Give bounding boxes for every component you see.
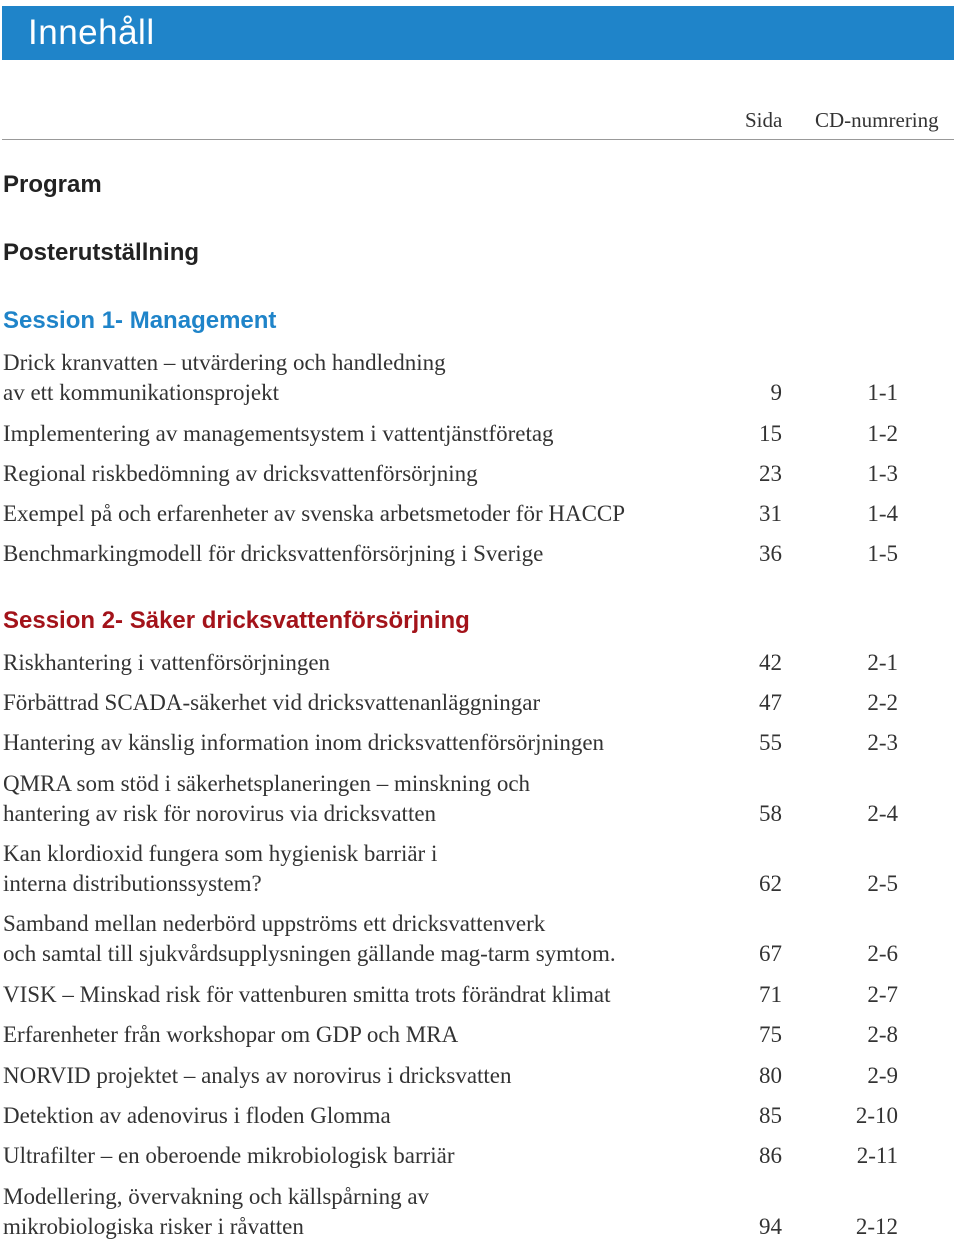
entry-page: 71 (759, 982, 782, 1007)
entry-cd: 2-4 (867, 801, 898, 826)
entry-cd: 2-9 (867, 1063, 898, 1088)
section-poster[interactable]: Posterutställning (3, 239, 200, 266)
column-header-cd: CD-numrering (815, 108, 939, 132)
entry-page: 75 (759, 1022, 782, 1047)
entry-cd: 2-2 (867, 690, 898, 715)
entry-page: 86 (759, 1143, 782, 1168)
entry-cd: 2-3 (867, 730, 898, 755)
entry-cd: 1-2 (867, 421, 898, 446)
entry-page: 23 (759, 461, 782, 486)
entry-page: 36 (759, 541, 782, 566)
entry-page: 42 (759, 650, 782, 675)
section-session-2[interactable]: Session 2- Säker dricksvattenförsörjning (3, 607, 470, 634)
header-divider (2, 139, 954, 140)
column-header-page: Sida (745, 108, 783, 132)
entry-cd: 2-11 (856, 1143, 898, 1168)
entry-cd: 2-1 (867, 650, 898, 675)
entry-cd: 2-5 (867, 871, 898, 896)
entry-cd: 2-10 (855, 1103, 898, 1128)
entry-page: 55 (759, 730, 782, 755)
entry-cd: 2-6 (867, 941, 898, 966)
entry-page: 94 (759, 1214, 782, 1239)
section-program[interactable]: Program (3, 171, 102, 198)
entry-cd: 2-7 (867, 982, 898, 1007)
entry-cd: 1-5 (867, 541, 898, 566)
entry-page: 67 (759, 941, 782, 966)
entry-page: 85 (759, 1103, 782, 1128)
entry-cd: 2-8 (867, 1022, 898, 1047)
entry-cd: 1-3 (867, 461, 898, 486)
entry-page: 47 (759, 690, 782, 715)
entry-page: 15 (759, 421, 782, 446)
title-bar (2, 6, 954, 60)
page-title: Innehåll (28, 13, 155, 52)
section-session-1[interactable]: Session 1- Management (3, 307, 277, 334)
entry-page: 9 (770, 380, 782, 405)
entry-page: 58 (759, 801, 782, 826)
entry-cd: 2-12 (855, 1214, 898, 1239)
entry-page: 31 (759, 501, 782, 526)
entry-cd: 1-1 (867, 380, 898, 405)
entry-page: 80 (759, 1063, 782, 1088)
entry-page: 62 (759, 871, 782, 896)
entry-cd: 1-4 (867, 501, 898, 526)
